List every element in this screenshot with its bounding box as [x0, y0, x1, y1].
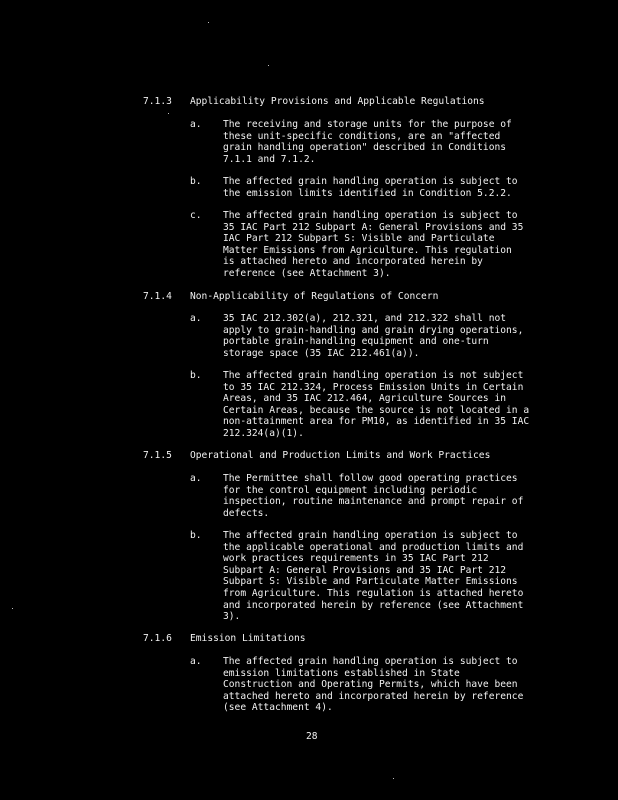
section-number: 7.1.5 [143, 450, 172, 461]
item-text: The receiving and storage units for the purpose of these unit-specific conditions, are an "affected grain handling operation" described in Conditions 7.1.1 and 7.1.2. [223, 119, 512, 165]
scan-speck [12, 608, 13, 609]
section-title: Emission Limitations [190, 633, 306, 644]
section-heading [143, 96, 563, 108]
item-text: The affected grain handling operation is subject to the applicable operational and production limits and work practices requirements in 35 IAC Part 212 Subpart A: General Provisions and 35 IAC Part 212 Subpart S: Visible and Particulate Matter Emissions from Agriculture. This regulation is attached hereto and incorporated herein by reference (see Attachment 3). [223, 530, 524, 623]
scan-speck [268, 65, 269, 66]
item-text: 35 IAC 212.302(a), 212.321, and 212.322 shall not apply to grain-handling and grain drying operations, portable grain-handling equipment and one-turn storage space (35 IAC 212.461(a)). [223, 313, 524, 359]
section-heading [143, 633, 563, 645]
scan-speck [168, 113, 169, 114]
section-title: Operational and Production Limits and Work Practices [190, 450, 491, 461]
item-text: The affected grain handling operation is subject to 35 IAC Part 212 Subpart A: General Provisions and 35 IAC Part 212 Subpart S: Visible and Particulate Matter Emissions from Agriculture. This regulation is attached hereto and incorporated herein by reference (see Attachment 3). [223, 210, 524, 279]
item-text: The Permittee shall follow good operating practices for the control equipment including periodic inspection, routine maintenance and prompt repair of defects. [223, 473, 524, 519]
section-title: Applicability Provisions and Applicable Regulations [190, 96, 485, 107]
item-letter: b. [190, 530, 202, 541]
item-text: The affected grain handling operation is not subject to 35 IAC 212.324, Process Emission Units in Certain Areas, and 35 IAC 212.464, Agriculture Sources in Certain Areas, because the source is not located in a non-attainment area for PM10, as identified in 35 IAC 212.324(a)(1). [223, 370, 530, 439]
page-number: 28 [306, 731, 318, 742]
scan-speck [393, 778, 394, 779]
item-text: The affected grain handling operation is subject to emission limitations established in State Construction and Operating Permits, which have been attached hereto and incorporated herein by reference (see Attachment 4). [223, 656, 524, 714]
section-heading [143, 450, 563, 462]
scan-speck [208, 22, 209, 23]
item-letter: b. [190, 370, 202, 381]
section-number: 7.1.6 [143, 633, 172, 644]
item-letter: c. [190, 210, 202, 221]
section-7-1-6 [143, 633, 563, 714]
item-letter: a. [190, 473, 202, 484]
item-letter: a. [190, 119, 202, 130]
section-title: Non-Applicability of Regulations of Concern [190, 291, 439, 302]
item-text: The affected grain handling operation is subject to the emission limits identified in Condition 5.2.2. [223, 176, 518, 199]
section-7-1-4 [143, 291, 563, 439]
section-7-1-5 [143, 450, 563, 623]
section-number: 7.1.3 [143, 96, 172, 107]
section-number: 7.1.4 [143, 291, 172, 302]
item-letter: a. [190, 656, 202, 667]
item-letter: b. [190, 176, 202, 187]
item-letter: a. [190, 313, 202, 324]
section-7-1-3 [143, 96, 563, 279]
section-heading [143, 291, 563, 303]
